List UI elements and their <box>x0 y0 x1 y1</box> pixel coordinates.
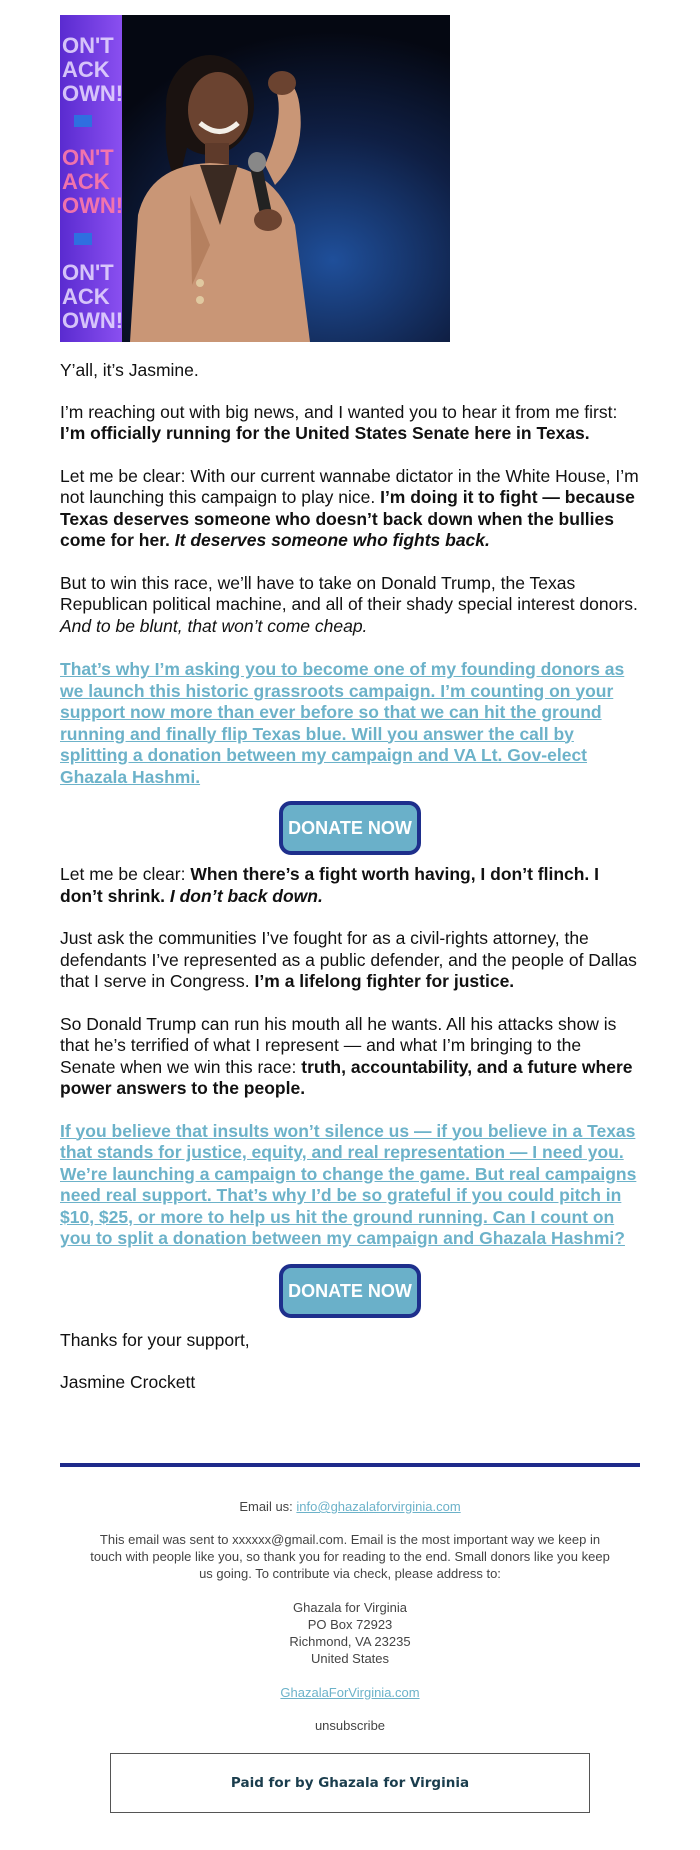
unsubscribe-link[interactable]: unsubscribe <box>314 1718 386 1733</box>
footer-address <box>60 1599 640 1667</box>
footer-email-label: Email us: <box>239 1499 293 1514</box>
svg-text:OWN!: OWN! <box>62 193 124 218</box>
svg-text:ON'T: ON'T <box>62 145 114 170</box>
address-line-2: PO Box 72923 <box>307 1617 393 1632</box>
svg-text:OWN!: OWN! <box>62 81 124 106</box>
footer-email-line <box>60 1498 640 1515</box>
fight-bold-italic: It deserves someone who fights back. <box>174 530 490 550</box>
svg-text:ACK: ACK <box>62 169 110 194</box>
announcement-bold: I’m officially running for the United States Senate here in Texas. <box>60 423 590 443</box>
footer-notice: This email was sent to xxxxxx@gmail.com. Email is the most important way we keep in touch with people like you, so thank you for reading to the end. Small donors like you keep us going. To contribute via check, please address to: <box>90 1532 610 1581</box>
fight-text: Let me be clear: With our current wannabe dictator in the White House, I’m not launching this campaign to play nice. <box>60 465 639 507</box>
footer-website <box>60 1684 640 1701</box>
trump-text: So Donald Trump can run his mouth all he wants. All his attacks show is that he’s terrified of what I represent — and what I’m bringing to the Senate when we win this race: <box>60 1013 617 1077</box>
paid-for-disclaimer <box>110 1753 590 1813</box>
address-line-4: United States <box>310 1651 390 1666</box>
paid-for-text: Paid for by Ghazala for Virginia <box>230 1775 470 1791</box>
dont-back-down-bold-italic: I don’t back down. <box>169 885 323 906</box>
paragraph-fight <box>60 466 640 552</box>
svg-text:ON'T: ON'T <box>62 260 114 285</box>
thanks-line: Thanks for your support, <box>60 1329 250 1350</box>
donate-button-wrap-2 <box>60 1264 640 1318</box>
donate-button-wrap <box>60 801 640 855</box>
donate-link-founding[interactable]: That’s why I’m asking you to become one of my founding donors as we launch this historic grassroots campaign. I’m counting on your support now more than ever before so that we can hit the ground running and finally flip Texas blue. Will you answer the call by splitting a donation between my campaign and VA Lt. Gov-elect Ghazala Hashmi. <box>60 659 625 787</box>
hero-photo-illustration <box>60 15 450 342</box>
svg-text:ON'T: ON'T <box>62 33 114 58</box>
svg-text:OWN!: OWN! <box>62 308 124 333</box>
paragraph-take-on <box>60 573 640 638</box>
email-body <box>60 15 640 1394</box>
paragraph-dont-back-down <box>60 864 640 907</box>
greeting: Y’all, it’s Jasmine. <box>60 360 199 380</box>
paragraph-announcement <box>60 402 640 445</box>
footer-unsubscribe <box>60 1717 640 1734</box>
signature: Jasmine Crockett <box>60 1372 196 1392</box>
dont-back-down-text: Let me be clear: <box>60 864 186 884</box>
paragraph-trump <box>60 1014 640 1100</box>
donate-link-split[interactable]: If you believe that insults won’t silence us — if you believe in a Texas that stands for justice, equity, and real representation — I need you. We’re launching a campaign to change the game. But real campaigns need real support. That’s why I’d be so grateful if you could pitch in $10, $25, or more to help us hit the ground running. Can I count on you to split a donation between my campaign and Ghazala Hashmi? <box>60 1120 637 1248</box>
footer-divider <box>60 1463 640 1467</box>
dont-back-down-bold: When there’s a fight worth having, I don’t flinch. I don’t shrink. <box>60 864 600 906</box>
address-line-1: Ghazala for Virginia <box>293 1600 407 1615</box>
svg-text:ACK: ACK <box>62 57 110 82</box>
take-on-italic: And to be blunt, that won’t come cheap. <box>60 615 368 636</box>
address-line-3: Richmond, VA 23235 <box>289 1634 411 1649</box>
communities-text: Just ask the communities I’ve fought for as a civil-rights attorney, the defendants I’ve represented as a public defender, and the people of Dallas that I serve in Congress. <box>60 928 637 991</box>
footer-email-link[interactable]: info@ghazalaforvirginia.com <box>296 1499 461 1514</box>
trump-bold: truth, accountability, and a future where power answers to the people. <box>60 1056 633 1098</box>
website-link[interactable]: GhazalaForVirginia.com <box>280 1685 420 1700</box>
fight-bold: I’m doing it to fight — because Texas deserves someone who doesn’t back down when the bullies come for her. <box>60 487 635 550</box>
communities-bold: I’m a lifelong fighter for justice. <box>254 971 515 991</box>
donate-now-button[interactable]: DONATE NOW <box>279 801 421 855</box>
paragraph-communities <box>60 928 640 993</box>
hero-photo <box>60 15 450 342</box>
take-on-text: But to win this race, we’ll have to take on Donald Trump, the Texas Republican political machine, and all of their shady special interest donors. <box>60 572 638 614</box>
svg-text:ACK: ACK <box>62 284 110 309</box>
announcement-text: I’m reaching out with big news, and I wanted you to hear it from me first: <box>60 401 618 422</box>
donate-now-button-2[interactable]: DONATE NOW <box>279 1264 421 1318</box>
